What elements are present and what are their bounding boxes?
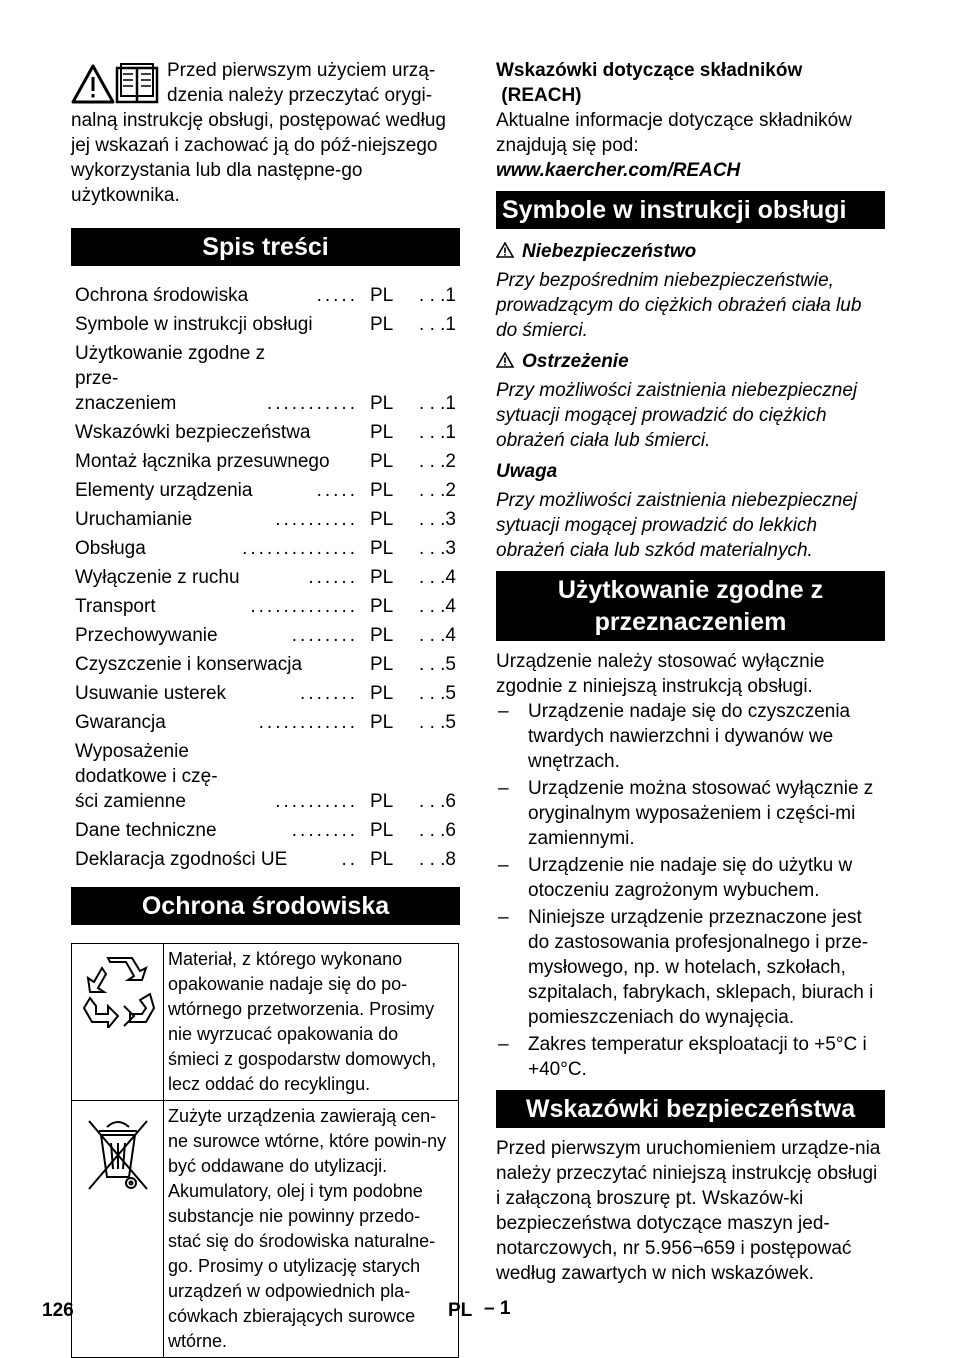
toc-dots: ........ bbox=[291, 820, 358, 841]
intended-use-intro: Urządzenie należy stosować wyłącznie zgodnie z niniejszą instrukcją obsługi. bbox=[496, 651, 825, 697]
intro-block bbox=[71, 58, 460, 208]
toc-lang: PL bbox=[370, 393, 394, 414]
warning-text: Przy możliwości zaistnienia niebezpiecznej sytuacji mogącej prowadzić do ciężkich obrażeń ciała lub śmierci. bbox=[496, 380, 858, 451]
toc-page: . . .3 bbox=[419, 538, 456, 559]
toc-title: Użytkowanie zgodne z prze- znaczeniem bbox=[75, 343, 266, 414]
toc-lang: PL bbox=[370, 480, 394, 501]
toc-row[interactable] bbox=[71, 419, 460, 446]
warning-label: Ostrzeżenie bbox=[496, 349, 885, 374]
intended-use-heading: Użytkowanie zgodne z przeznaczeniem bbox=[496, 571, 885, 641]
toc-page: . . .6 bbox=[419, 820, 456, 841]
warning-triangle-icon bbox=[496, 242, 514, 258]
footer-page: – 1 bbox=[484, 1298, 511, 1319]
env-heading: Ochrona środowiska bbox=[71, 887, 460, 925]
table-of-contents bbox=[71, 282, 460, 873]
toc-dots: ..... bbox=[316, 285, 358, 306]
list-item: – Niniejsze urządzenie przeznaczone jest do zastosowania profesjonalnego i prze-mysłowego, np. w hotelach, szkołach, szpitalach, fabrykach, sklepach, biurach i pomieszczeniach do wynajęcia. bbox=[496, 905, 885, 1030]
recycle-icon-cell bbox=[72, 944, 164, 1101]
toc-page: . . .3 bbox=[419, 509, 456, 530]
safety-text: Przed pierwszym uruchomieniem urządze-nia należy przeczytać niniejszą instrukcję obsługi i załączoną broszurę pt. Wskazów-ki bezpieczeństwa dotyczące maszyn jed-notarczowych, nr 5.956¬659 i postępować według zawartych w nich wskazówek. bbox=[496, 1138, 881, 1284]
toc-title: Ochrona środowiska bbox=[75, 285, 249, 306]
toc-lang: PL bbox=[370, 791, 394, 812]
toc-row[interactable] bbox=[71, 680, 460, 707]
toc-title: Montaż łącznika przesuwnego bbox=[75, 451, 330, 472]
note-text: Przy możliwości zaistnienia niebezpiecznej sytuacji mogącej prowadzić do lekkich obrażeń ciała lub szkód materialnych. bbox=[496, 490, 858, 561]
toc-page: . . .1 bbox=[419, 422, 456, 443]
env-table bbox=[71, 943, 459, 1358]
toc-title: Przechowywanie bbox=[75, 625, 218, 646]
list-item: – Urządzenie można stosować wyłącznie z oryginalnym wyposażeniem i części-mi zamiennymi. bbox=[496, 776, 885, 851]
toc-dots: .............. bbox=[242, 538, 358, 559]
toc-row[interactable] bbox=[71, 709, 460, 736]
manual-book-icon bbox=[117, 64, 157, 102]
toc-lang: PL bbox=[370, 451, 394, 472]
toc-page: . . .6 bbox=[419, 791, 456, 812]
toc-lang: PL bbox=[370, 314, 394, 335]
recycle-icon bbox=[80, 956, 156, 1028]
toc-title: Elementy urządzenia bbox=[75, 480, 253, 501]
right-column bbox=[496, 58, 885, 1286]
toc-page: . . .1 bbox=[419, 393, 456, 414]
intended-use-list bbox=[496, 699, 885, 1082]
warning-triangle-icon bbox=[496, 352, 514, 368]
danger-label: Niebezpieczeństwo bbox=[496, 239, 885, 264]
toc-row[interactable] bbox=[71, 340, 460, 417]
toc-lang: PL bbox=[370, 567, 394, 588]
toc-row[interactable] bbox=[71, 311, 460, 338]
toc-row[interactable] bbox=[71, 564, 460, 591]
list-item: – Zakres temperatur eksploatacji to +5°C i +40°C. bbox=[496, 1032, 885, 1082]
toc-page: . . .2 bbox=[419, 480, 456, 501]
toc-dots: ....... bbox=[300, 683, 358, 704]
toc-row[interactable] bbox=[71, 846, 460, 873]
reach-text: Aktualne informacje dotyczące składników znajdują się pod: bbox=[496, 110, 852, 156]
toc-dots: ..... bbox=[316, 480, 358, 501]
intro-text: Przed pierwszym użyciem urzą-dzenia należy przeczytać orygi-nalną instrukcję obsługi, postępować według jej wskazań i zachować ją do póź-niejszego wykorzystania lub dla następne-go użytkownika. bbox=[71, 60, 446, 206]
toc-title: Usuwanie usterek bbox=[75, 683, 227, 704]
recycle-text: Materiał, z którego wykonano opakowanie nadaje się do po-wtórnego przetworzenia. Prosimy nie wyrzucać opakowania do śmieci z gospodarstw domowych, lecz oddać do recyklingu. bbox=[164, 944, 459, 1101]
list-item: – Urządzenie nie nadaje się do użytku w otoczeniu zagrożonym wybuchem. bbox=[496, 853, 885, 903]
page-number: 126 bbox=[42, 1300, 74, 1321]
toc-row[interactable] bbox=[71, 593, 460, 620]
toc-lang: PL bbox=[370, 712, 394, 733]
toc-lang: PL bbox=[370, 625, 394, 646]
toc-page: . . .5 bbox=[419, 654, 456, 675]
toc-row[interactable] bbox=[71, 477, 460, 504]
note-label: Uwaga bbox=[496, 461, 558, 482]
toc-page: . . .1 bbox=[419, 285, 456, 306]
toc-title: Wyposażenie dodatkowe i czę- ści zamienne bbox=[75, 741, 218, 812]
toc-dots: ........ bbox=[291, 625, 358, 646]
reach-heading: Wskazówki dotyczące składników (REACH) bbox=[496, 60, 803, 106]
toc-lang: PL bbox=[370, 596, 394, 617]
toc-page: . . .2 bbox=[419, 451, 456, 472]
toc-row[interactable] bbox=[71, 622, 460, 649]
toc-lang: PL bbox=[370, 285, 394, 306]
toc-page: . . .1 bbox=[419, 314, 456, 335]
toc-row[interactable] bbox=[71, 448, 460, 475]
intro-icons bbox=[71, 62, 159, 108]
env-row-disposal bbox=[72, 1101, 459, 1358]
toc-lang: PL bbox=[370, 849, 394, 870]
crossed-bin-icon bbox=[83, 1113, 153, 1195]
toc-title: Wskazówki bezpieczeństwa bbox=[75, 422, 311, 443]
toc-dots: .......... bbox=[275, 791, 358, 812]
toc-page: . . .5 bbox=[419, 683, 456, 704]
toc-row[interactable] bbox=[71, 506, 460, 533]
bin-icon-cell bbox=[72, 1101, 164, 1358]
toc-lang: PL bbox=[370, 820, 394, 841]
toc-page: . . .8 bbox=[419, 849, 456, 870]
toc-title: Symbole w instrukcji obsługi bbox=[75, 314, 313, 335]
toc-page: . . .4 bbox=[419, 596, 456, 617]
toc-row[interactable] bbox=[71, 535, 460, 562]
toc-dots: ........... bbox=[266, 393, 358, 414]
toc-title: Czyszczenie i konserwacja bbox=[75, 654, 303, 675]
toc-title: Gwarancja bbox=[75, 712, 166, 733]
env-row-recycle bbox=[72, 944, 459, 1101]
toc-page: . . .5 bbox=[419, 712, 456, 733]
toc-dots: ............ bbox=[258, 712, 358, 733]
list-item: – Urządzenie nadaje się do czyszczenia twardych nawierzchni i dywanów we wnętrzach. bbox=[496, 699, 885, 774]
toc-lang: PL bbox=[370, 654, 394, 675]
toc-row[interactable] bbox=[71, 817, 460, 844]
toc-title: Transport bbox=[75, 596, 156, 617]
symbols-heading: Symbole w instrukcji obsługi bbox=[496, 191, 885, 229]
toc-title: Obsługa bbox=[75, 538, 146, 559]
toc-page: . . .4 bbox=[419, 625, 456, 646]
footer-language: PL bbox=[448, 1300, 473, 1321]
toc-title: Uruchamianie bbox=[75, 509, 193, 530]
danger-text: Przy bezpośrednim niebezpieczeństwie, prowadzącym do ciężkich obrażeń ciała lub do śmierci. bbox=[496, 270, 862, 341]
safety-heading: Wskazówki bezpieczeństwa bbox=[496, 1090, 885, 1128]
toc-title: Wyłączenie z ruchu bbox=[75, 567, 240, 588]
reach-link[interactable]: www.kaercher.com/REACH bbox=[496, 160, 741, 181]
toc-dots: ............. bbox=[250, 596, 358, 617]
toc-row[interactable] bbox=[71, 282, 460, 309]
toc-dots: ...... bbox=[308, 567, 358, 588]
toc-dots: .......... bbox=[275, 509, 358, 530]
toc-lang: PL bbox=[370, 683, 394, 704]
toc-row[interactable] bbox=[71, 651, 460, 678]
toc-lang: PL bbox=[370, 422, 394, 443]
toc-lang: PL bbox=[370, 509, 394, 530]
disposal-text: Zużyte urządzenia zawierają cen-ne surowce wtórne, które powin-ny być oddawane do utylizacji. Akumulatory, olej i tym podobne substancje nie powinny przedo-stać się do środowiska naturalne-go. Prosimy o utylizację starych urządzeń w odpowiednich pla-cówkach zbierających surowce wtórne. bbox=[164, 1101, 459, 1358]
toc-heading: Spis treści bbox=[71, 228, 460, 266]
toc-row[interactable] bbox=[71, 738, 460, 815]
left-column bbox=[71, 58, 460, 1358]
toc-page: . . .4 bbox=[419, 567, 456, 588]
toc-lang: PL bbox=[370, 538, 394, 559]
toc-title: Dane techniczne bbox=[75, 820, 217, 841]
toc-dots: .. bbox=[341, 849, 358, 870]
warning-triangle-icon bbox=[73, 66, 113, 102]
toc-title: Deklaracja zgodności UE bbox=[75, 849, 288, 870]
